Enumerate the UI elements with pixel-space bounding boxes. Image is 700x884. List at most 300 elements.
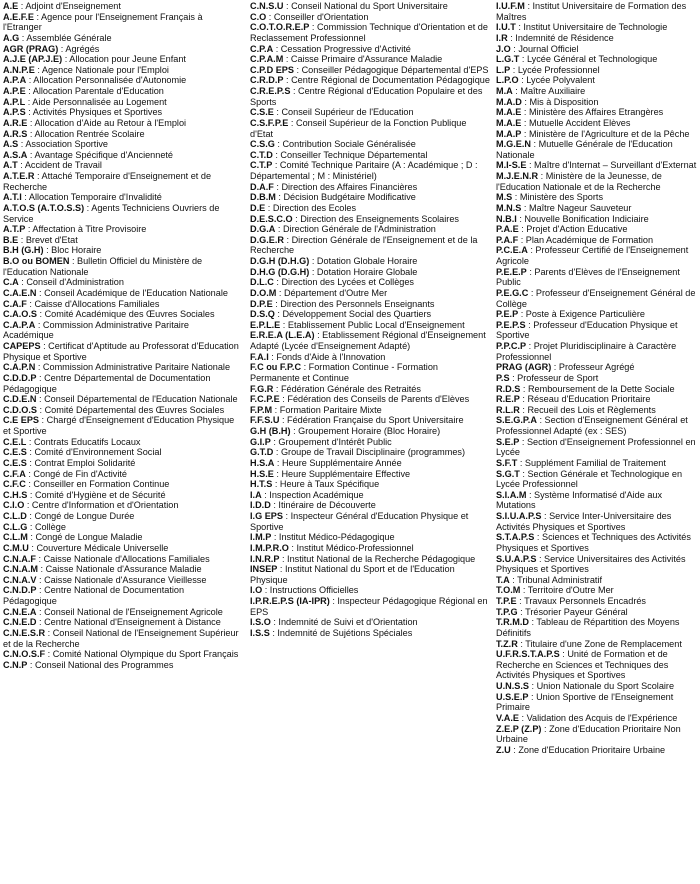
entry-definition: Allocation Parentale d'Education — [32, 86, 164, 96]
glossary-entry — [250, 160, 490, 181]
glossary-entry — [250, 415, 490, 426]
entry-abbreviation: D.O.M — [250, 287, 277, 298]
entry-definition: Comité Départemental des Œuvres Sociales — [44, 404, 225, 415]
entry-abbreviation: Z.E.P (Z.P) — [496, 723, 542, 734]
entry-definition: Titulaire d'une Zone de Remplacement — [525, 638, 682, 649]
entry-separator: : — [37, 564, 46, 575]
entry-definition: Groupement d'Intérêt Public — [278, 436, 392, 447]
entry-definition: Union Nationale du Sport Scolaire — [536, 681, 675, 691]
entry-abbreviation: L.P.O — [496, 75, 519, 86]
entry-definition: Validation des Acquis de l'Expérience — [526, 712, 678, 723]
entry-separator: : — [35, 319, 43, 330]
entry-separator: : — [27, 117, 35, 128]
entry-definition: Direction Générale de l'Enseignement et de la Recherche — [250, 234, 478, 256]
entry-definition: Conseil Académique de l'Education Nationale — [44, 287, 228, 298]
entry-abbreviation: T.Z.R — [496, 638, 518, 649]
entry-abbreviation: A.E.F.E — [3, 11, 34, 22]
glossary-entry — [496, 171, 698, 192]
entry-abbreviation: C.E EPS — [3, 415, 40, 426]
glossary-entry — [250, 118, 490, 139]
entry-definition: Fédération Française du Sport Universitaire — [287, 415, 464, 426]
glossary-entry — [250, 352, 490, 363]
entry-definition: Direction des Lycées et Collèges — [281, 277, 414, 288]
entry-separator: : — [275, 224, 283, 235]
entry-separator: : — [521, 96, 530, 107]
entry-definition: Service Inter-Universitaire des Activités Physiques et Sportives — [496, 511, 672, 532]
entry-abbreviation: C.N.E.D — [3, 617, 37, 628]
entry-definition: Comité Académique des Œuvres Sociales — [44, 309, 215, 320]
entry-abbreviation: C.O — [250, 11, 267, 22]
entry-abbreviation: C.N.A.M — [3, 564, 38, 575]
entry-abbreviation: P.C.E.A — [496, 245, 528, 256]
glossary-entry — [250, 192, 490, 203]
entry-abbreviation: C.L.G — [3, 521, 28, 532]
entry-definition: Caisse Nationale d'Allocations Familiales — [43, 553, 210, 564]
entry-definition: Formation Paritaire Mixte — [279, 404, 382, 415]
entry-separator: : — [518, 234, 526, 245]
entry-abbreviation: C.S.G — [250, 139, 275, 150]
entry-abbreviation: C.P.A — [250, 43, 274, 54]
glossary-entry — [3, 75, 239, 86]
entry-abbreviation: I.S.S — [250, 627, 270, 638]
glossary-entry — [496, 362, 698, 373]
entry-abbreviation: I.P.R.E.P.S (IA-IPR) — [250, 596, 330, 606]
entry-separator: : — [292, 213, 301, 224]
entry-abbreviation: A.R.E — [3, 117, 28, 128]
entry-definition: Département d'Outre Mer — [283, 287, 388, 298]
glossary-entry — [250, 299, 490, 310]
glossary-entry — [496, 203, 698, 214]
entry-abbreviation: D.G.H (D.H.G) — [250, 256, 310, 266]
entry-separator: : — [528, 691, 537, 702]
entry-separator: : — [510, 64, 518, 75]
entry-abbreviation: C.A.P.A — [3, 319, 36, 330]
entry-definition: Etablissement Régional d'Enseignement Adapté (Lycée d'Enseignement Adapté) — [250, 330, 486, 351]
entry-separator: : — [309, 22, 317, 33]
entry-separator: : — [510, 43, 519, 54]
entry-definition: Contrat Emploi Solidarité — [34, 457, 136, 468]
glossary-entry — [250, 384, 490, 395]
entry-separator: : — [33, 11, 42, 22]
glossary-entry — [250, 543, 490, 554]
entry-abbreviation: I.R — [496, 32, 508, 43]
entry-definition: Professeur d'Enseignement Général de Collège — [496, 287, 696, 309]
glossary-column — [3, 1, 239, 670]
entry-abbreviation: C.H.S — [3, 489, 28, 500]
entry-definition: Brevet d'Etat — [25, 234, 78, 245]
glossary-entry — [250, 500, 490, 511]
entry-abbreviation: E.R.E.A (L.E.A) — [250, 330, 315, 341]
glossary-entry — [250, 628, 490, 639]
entry-definition: Ministère des Sports — [519, 192, 604, 203]
entry-abbreviation: F.C ou F.P.C — [250, 362, 302, 373]
entry-definition: Etablissement Public Local d'Enseignement — [287, 319, 465, 330]
entry-separator: : — [279, 415, 288, 426]
glossary-entry — [250, 511, 490, 532]
entry-separator: : — [17, 160, 25, 171]
glossary-entry — [3, 394, 239, 405]
glossary-entry — [250, 139, 490, 150]
entry-separator: : — [43, 245, 52, 256]
entry-abbreviation: A.P.A — [3, 75, 27, 86]
entry-abbreviation: F.C.P.E — [250, 394, 280, 405]
glossary-entry — [496, 97, 698, 108]
entry-definition: Conseil d'Administration — [26, 277, 124, 288]
glossary-entry — [3, 203, 239, 224]
entry-abbreviation: C.N.A.V — [3, 574, 37, 585]
entry-abbreviation: G.I.P — [250, 436, 271, 447]
entry-separator: : — [36, 574, 45, 585]
entry-abbreviation: N.B.I — [496, 213, 517, 224]
glossary-entry — [250, 330, 490, 351]
entry-abbreviation: A.N.P.E — [3, 64, 35, 75]
entry-separator: : — [18, 277, 27, 288]
entry-separator: : — [25, 96, 33, 107]
glossary-entry — [496, 532, 698, 553]
glossary-entry — [250, 182, 490, 193]
glossary-entry — [250, 596, 490, 617]
entry-abbreviation: C.N.A.F — [3, 553, 36, 564]
glossary-entry — [496, 118, 698, 129]
entry-abbreviation: S.I.A.M — [496, 489, 527, 500]
glossary-entry — [3, 660, 239, 671]
entry-separator: : — [27, 128, 35, 139]
entry-abbreviation: CAPEPS — [3, 341, 41, 351]
entry-definition: Adjoint d'Enseignement — [25, 1, 121, 11]
entry-separator: : — [272, 479, 280, 490]
entry-separator: : — [39, 415, 47, 426]
entry-abbreviation: A.T — [3, 160, 18, 171]
entry-abbreviation: S.G.T — [496, 468, 520, 479]
entry-separator: : — [26, 511, 35, 521]
entry-definition: Plan Académique de Formation — [525, 234, 654, 245]
entry-abbreviation: A.P.E — [3, 86, 26, 96]
entry-separator: : — [301, 362, 309, 373]
entry-separator: : — [520, 383, 528, 394]
glossary-column — [496, 1, 698, 755]
entry-definition: Groupement Horaire (Bloc Horaire) — [298, 426, 441, 436]
entry-separator: : — [288, 117, 296, 128]
entry-abbreviation: P.E.P.S — [496, 319, 526, 330]
glossary-entry — [3, 437, 239, 448]
entry-definition: Professeur d'Education Physique et Sportive — [496, 319, 678, 341]
entry-separator: : — [35, 362, 43, 373]
glossary-entry — [496, 384, 698, 395]
entry-definition: Centre Régional d'Education Populaire et des Sports — [250, 86, 483, 107]
entry-separator: : — [62, 54, 70, 65]
glossary-entry — [250, 214, 490, 225]
entry-definition: Agrégés — [65, 43, 100, 54]
glossary-entry — [250, 235, 490, 256]
entry-abbreviation: A.G — [3, 32, 20, 43]
entry-abbreviation: S.U.A.P.S — [496, 553, 537, 564]
entry-abbreviation: C.S.F.P.E — [250, 117, 289, 128]
glossary-entry — [3, 86, 239, 97]
glossary-entry — [496, 309, 698, 320]
entry-definition: Aide Personnalisée au Logement — [32, 96, 167, 107]
entry-definition: Lycée Général et Technologique — [526, 54, 658, 65]
entry-separator: : — [519, 712, 527, 723]
glossary-entry — [496, 469, 698, 490]
glossary-entry — [3, 362, 239, 373]
entry-abbreviation: T.O.M — [496, 585, 521, 596]
entry-definition: Service Universitaires des Activités Physiques et Sportives — [496, 553, 686, 575]
glossary-entry — [496, 373, 698, 384]
entry-separator: : — [40, 341, 49, 351]
glossary-entry — [250, 44, 490, 55]
entry-abbreviation: C.O.T.O.R.E.P — [250, 22, 310, 33]
entry-definition: Conseiller Pédagogique Départemental d'EPS — [301, 64, 489, 75]
entry-definition: Zone d'Education Prioritaire Urbaine — [518, 744, 666, 755]
glossary-entry — [3, 150, 239, 161]
entry-separator: : — [272, 404, 280, 415]
glossary-entry — [496, 415, 698, 436]
entry-separator: : — [538, 171, 546, 181]
entry-separator: : — [18, 139, 26, 150]
entry-separator: : — [266, 11, 274, 22]
entry-separator: : — [36, 404, 45, 415]
entry-abbreviation: C.E.L — [3, 436, 27, 447]
glossary-entry — [496, 554, 698, 575]
entry-abbreviation: A.E — [3, 1, 19, 11]
glossary-entry — [496, 394, 698, 405]
entry-definition: Union Sportive de l'Enseignement Primaire — [496, 691, 674, 713]
entry-definition: Conseil Supérieur de l'Education — [281, 107, 414, 118]
entry-abbreviation: M.A.E — [496, 107, 522, 118]
entry-definition: Assemblée Générale — [26, 32, 112, 43]
entry-separator: : — [58, 43, 66, 54]
entry-definition: Mutuelle Accident Elèves — [528, 117, 631, 128]
entry-separator: : — [520, 585, 528, 596]
entry-abbreviation: A.J.E (AP.J.E) — [3, 54, 63, 65]
entry-abbreviation: D.H.G (D.G.H) — [250, 266, 310, 277]
glossary-entry — [496, 288, 698, 309]
entry-separator: : — [45, 627, 53, 638]
entry-abbreviation: Z.U — [496, 744, 511, 755]
entry-definition: Ministère de la Jeunesse, de l'Education Nationale et de la Recherche — [496, 171, 662, 192]
entry-abbreviation: M.A — [496, 86, 513, 96]
entry-abbreviation: G.H (B.H) — [250, 426, 291, 436]
entry-abbreviation: H.S.E — [250, 468, 274, 479]
entry-definition: Chargé d'Enseignement d'Education Physique et Sportive — [3, 415, 235, 436]
entry-abbreviation: I.M.P.R.O — [250, 542, 289, 553]
entry-abbreviation: M.J.E.N.R — [496, 171, 539, 181]
entry-definition: Professeur Agrégé — [558, 362, 635, 373]
entry-definition: Heure à Taux Spécifique — [279, 479, 380, 490]
entry-separator: : — [528, 681, 537, 691]
entry-definition: Itinéraire de Découverte — [278, 500, 376, 511]
entry-separator: : — [277, 564, 285, 575]
entry-separator: : — [271, 532, 279, 543]
glossary-entry — [496, 585, 698, 596]
entry-separator: : — [551, 362, 559, 373]
entry-separator: : — [527, 245, 536, 256]
entry-abbreviation: D.P.E — [250, 298, 273, 309]
entry-abbreviation: S.I.U.A.P.S — [496, 511, 542, 521]
entry-abbreviation: I.N.R.P — [250, 553, 280, 564]
entry-abbreviation: C.N.O.S.F — [3, 649, 46, 660]
glossary-entry — [496, 607, 698, 618]
entry-definition: Dotation Horaire Globale — [316, 266, 418, 277]
glossary-entry — [3, 320, 239, 341]
entry-definition: Indemnité de Sujétions Spéciales — [277, 627, 413, 638]
entry-definition: Système Informatisé d'Aide aux Mutations — [496, 489, 663, 511]
glossary-entry — [250, 203, 490, 214]
entry-separator: : — [526, 341, 534, 351]
glossary-entry — [3, 97, 239, 108]
glossary-entry — [496, 129, 698, 140]
entry-separator: : — [510, 744, 519, 755]
glossary-entry — [250, 405, 490, 416]
entry-abbreviation: D.G.E.R — [250, 234, 284, 245]
entry-definition: Comité d'Environnement Social — [34, 447, 162, 458]
entry-separator: : — [519, 54, 527, 65]
entry-separator: : — [273, 383, 281, 394]
entry-separator: : — [36, 309, 45, 320]
entry-separator: : — [309, 256, 317, 266]
entry-definition: Inspecteur Général d'Education Physique et Sportive — [250, 511, 469, 532]
glossary-entry — [3, 341, 239, 362]
entry-definition: Projet d'Action Educative — [526, 224, 628, 235]
glossary-entry — [496, 490, 698, 511]
entry-abbreviation: M.N.S — [496, 202, 522, 213]
entry-abbreviation: B.O ou BOMEN — [3, 256, 70, 266]
glossary-entry — [3, 511, 239, 522]
entry-definition: Comité Technique Paritaire (A : Académique ; D : Départemental ; M : Ministériel) — [250, 160, 478, 181]
entry-abbreviation: I.A — [250, 489, 262, 500]
entry-separator: : — [34, 64, 42, 75]
glossary-entry — [496, 341, 698, 362]
entry-separator: : — [526, 160, 535, 171]
glossary-entry — [496, 267, 698, 288]
entry-separator: : — [21, 192, 29, 203]
glossary-entry — [496, 235, 698, 246]
glossary-entry — [3, 288, 239, 299]
glossary-entry — [250, 585, 490, 596]
entry-abbreviation: C.A.P.N — [3, 362, 36, 373]
glossary-entry — [496, 745, 698, 756]
entry-abbreviation: M.G.E.N — [496, 139, 531, 150]
entry-abbreviation: H.T.S — [250, 479, 273, 490]
entry-definition: Institut Médico-Pédagogique — [278, 532, 395, 543]
glossary-entry — [3, 44, 239, 55]
glossary-entry — [3, 309, 239, 320]
entry-definition: Maître d'Internat – Surveillant d'Externat — [534, 160, 697, 171]
entry-abbreviation: E.P.L.E — [250, 319, 281, 330]
glossary-entry — [496, 54, 698, 65]
glossary-entry — [3, 532, 239, 543]
glossary-entry — [3, 192, 239, 203]
entry-separator: : — [35, 553, 44, 564]
glossary-entry — [3, 543, 239, 554]
entry-abbreviation: D.E — [250, 202, 266, 213]
entry-definition: Direction des Affaires Financières — [281, 181, 418, 192]
entry-abbreviation: P.E.E.P — [496, 266, 527, 277]
glossary-entry — [250, 426, 490, 437]
entry-separator: : — [528, 287, 536, 298]
entry-separator: : — [528, 617, 537, 628]
entry-abbreviation: C.N.E.A — [3, 606, 37, 617]
entry-definition: Certificat d'Aptitude au Professorat d'Education Physique et Sportive — [3, 341, 239, 362]
entry-definition: Développement Social des Quartiers — [282, 309, 432, 320]
entry-definition: Inspecteur Pédagogique Régional en EPS — [250, 596, 488, 617]
entry-separator: : — [518, 75, 527, 86]
entry-separator: : — [519, 394, 528, 405]
glossary-entry — [496, 75, 698, 86]
entry-separator: : — [36, 372, 45, 383]
entry-abbreviation: U.F.R.S.T.A.P.S — [496, 649, 560, 660]
entry-definition: Direction des Ecoles — [272, 202, 357, 213]
entry-separator: : — [515, 22, 524, 33]
entry-definition: Avantage Spécifique d'Ancienneté — [34, 149, 174, 160]
entry-separator: : — [274, 139, 283, 150]
entry-abbreviation: A.T.P — [3, 224, 26, 235]
entry-definition: Conseiller en Formation Continue — [33, 479, 170, 490]
entry-definition: Institut Universitaire de Technologie — [523, 22, 668, 33]
glossary-entry — [3, 129, 239, 140]
entry-definition: Direction des Enseignements Scolaires — [300, 213, 459, 224]
entry-separator: : — [272, 149, 281, 160]
entry-definition: Commission Administrative Paritaire Académique — [3, 319, 189, 341]
entry-abbreviation: I.D.D — [250, 500, 271, 511]
entry-abbreviation: G.T.D — [250, 447, 274, 458]
entry-abbreviation: C.N.P — [3, 659, 28, 670]
entry-definition: Conseil Supérieur de la Fonction Publique d'Etat — [250, 117, 467, 139]
glossary-entry — [250, 564, 490, 585]
entry-abbreviation: C.F.C — [3, 479, 26, 490]
glossary-entry — [3, 118, 239, 129]
glossary-entry — [496, 139, 698, 160]
entry-separator: : — [273, 447, 281, 458]
entry-definition: Commission Technique d'Orientation et de Reclassement Professionnel — [250, 22, 488, 43]
entry-separator: : — [275, 192, 284, 203]
entry-separator: : — [18, 234, 26, 245]
entry-separator: : — [270, 500, 279, 511]
entry-abbreviation: F.A.I — [250, 351, 269, 362]
entry-separator: : — [261, 489, 270, 500]
glossary-entry — [250, 12, 490, 23]
entry-separator: : — [25, 479, 34, 490]
entry-separator: : — [273, 181, 282, 192]
entry-definition: Supplément Familial de Traitement — [524, 457, 666, 468]
entry-abbreviation: P.A.F — [496, 234, 519, 245]
entry-abbreviation: S.E.G.P.A — [496, 415, 537, 426]
glossary-entry — [496, 405, 698, 416]
entry-separator: : — [26, 457, 35, 468]
entry-separator: : — [18, 1, 26, 11]
entry-separator: : — [26, 75, 34, 86]
entry-definition: Inspection Académique — [269, 489, 364, 500]
entry-definition: Agence pour l'Enseignement Français à l'Etranger — [3, 11, 203, 33]
glossary-entry — [3, 628, 239, 649]
entry-abbreviation: C.I.O — [3, 500, 25, 511]
entry-separator: : — [283, 1, 292, 11]
glossary-entry — [496, 224, 698, 235]
entry-abbreviation: L.G.T — [496, 54, 520, 65]
glossary-entry — [496, 86, 698, 97]
entry-abbreviation: D.B.M — [250, 192, 276, 203]
entry-abbreviation: I.G EPS — [250, 511, 283, 521]
entry-definition: Institut National de la Recherche Pédagogique — [287, 553, 476, 564]
glossary-entry — [496, 107, 698, 118]
entry-separator: : — [524, 1, 533, 11]
entry-abbreviation: C.F.A — [3, 468, 26, 479]
entry-separator: : — [512, 86, 521, 96]
entry-separator: : — [314, 330, 323, 341]
entry-definition: Fonds d'Aide à l'Innovation — [276, 351, 386, 362]
entry-abbreviation: A.S.A — [3, 149, 28, 160]
glossary-entry — [3, 490, 239, 501]
